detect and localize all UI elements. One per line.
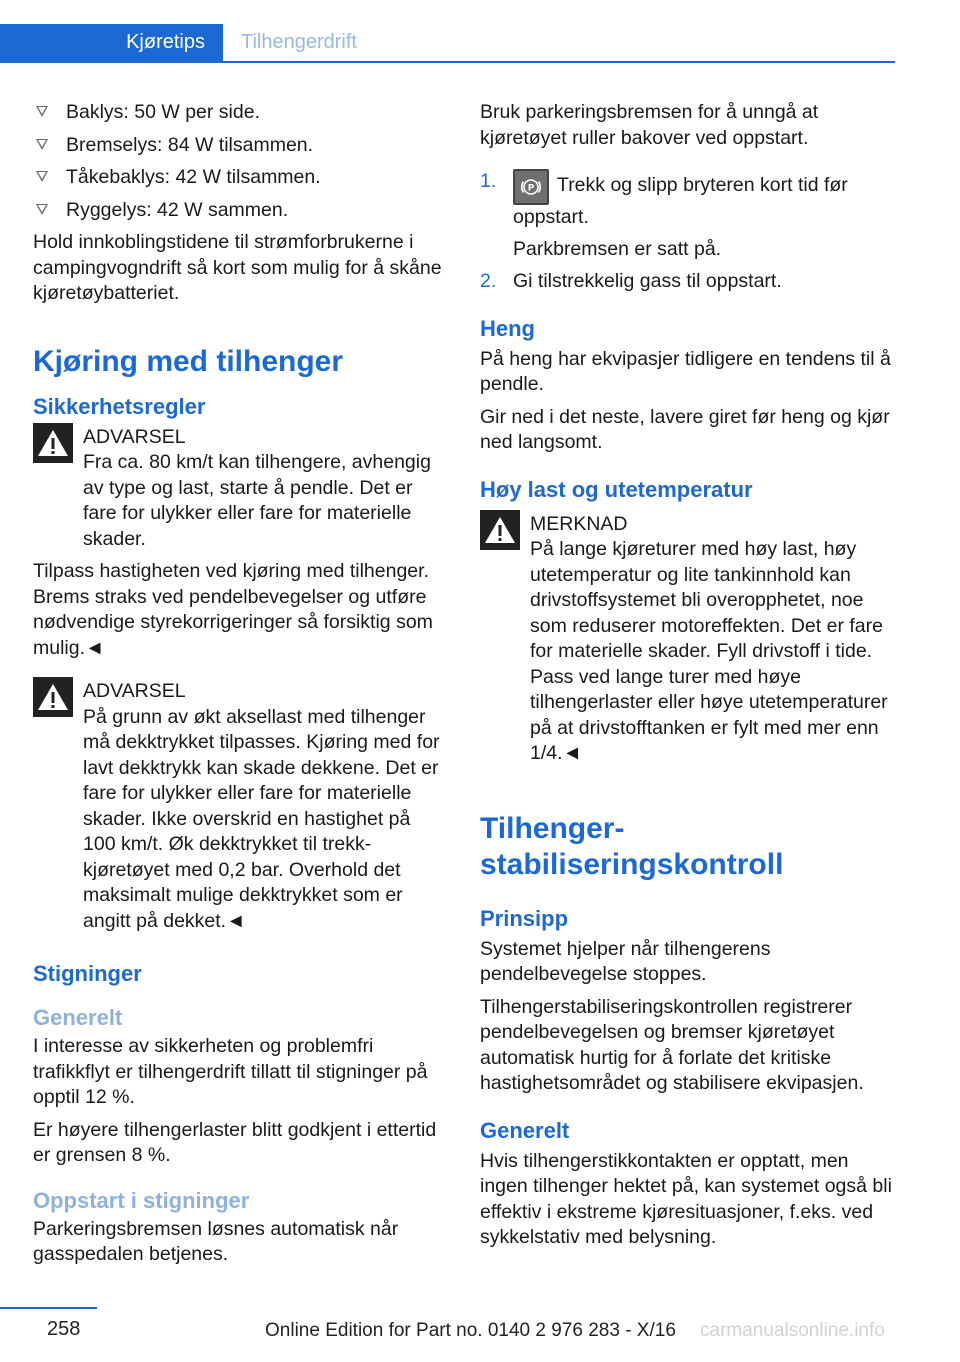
parking-brake-intro: Bruk parkeringsbremsen for å unngå at kjøretøyet ruller bakover ved oppstart. bbox=[480, 101, 819, 149]
triangle-bullet-icon bbox=[36, 204, 48, 215]
lamp-wattage-list bbox=[33, 100, 445, 223]
left-column bbox=[33, 100, 445, 1275]
step-number: 2. bbox=[480, 270, 497, 292]
step-number: 1. bbox=[480, 170, 497, 192]
section-title-stability-control: Tilhenger- stabiliseringskontroll bbox=[480, 811, 784, 881]
heading-slope: Heng bbox=[480, 315, 535, 341]
intro-paragraph: Hold innkoblingstidene til strømforbrukerne i campingvogndrift så kort som mulig for å skåne kjøretøybatteriet. bbox=[33, 231, 442, 304]
tab-driving-tips[interactable]: Kjøretips bbox=[0, 24, 223, 61]
step-result: Parkbremsen er satt på. bbox=[513, 237, 722, 260]
slope-paragraph-1: På heng har ekvipasjer tidligere en tendens til å pendle. bbox=[480, 347, 891, 395]
heading-safety-rules: Sikkerhetsregler bbox=[33, 393, 206, 419]
note-box bbox=[480, 512, 898, 767]
warning-title: ADVARSEL bbox=[83, 425, 186, 448]
list-item: Tåkebaklys: 42 W tilsammen. bbox=[33, 165, 445, 191]
principle-paragraph-1: Systemet hjelper når tilhengerens pendelbevegelse stoppes. bbox=[480, 937, 771, 985]
warning-box-2 bbox=[33, 679, 445, 934]
heading-high-load-temperature: Høy last og utetemperatur bbox=[480, 476, 753, 502]
section-title-trailer-driving: Kjøring med tilhenger bbox=[33, 344, 344, 378]
general-paragraph-2: Er høyere tilhengerlaster blitt godkjent i ettertid er grensen 8 %. bbox=[33, 1118, 437, 1166]
general-paragraph-right: Hvis tilhengerstikkontakten er opptatt, men ingen tilhenger hektet på, kan systemet også bli effektiv i ekstreme kjøresituasjoner, f.eks. ved sykkelstativ med belysning. bbox=[480, 1149, 892, 1248]
heading-principle: Prinsipp bbox=[480, 905, 569, 931]
list-item: Ryggelys: 42 W sammen. bbox=[33, 198, 445, 224]
general-paragraph-1: I interesse av sikkerheten og problemfri trafikkflyt er tilhengerdrift tillatt til stigninger på opptil 12 %. bbox=[33, 1035, 428, 1108]
header-tabbar bbox=[0, 24, 895, 63]
slope-paragraph-2: Gir ned i det neste, lavere giret før heng og kjør ned langsomt. bbox=[480, 405, 890, 453]
warning-box-1 bbox=[33, 425, 445, 662]
heading-general-right: Generelt bbox=[480, 1117, 570, 1143]
warning-triangle-icon bbox=[480, 510, 520, 550]
note-title: MERKNAD bbox=[530, 512, 628, 535]
warning-body: På grunn av økt aksellast med tilhenger må dekktrykket tilpasses. Kjøring med for lavt dekktrykk kan skade dekkene. Det er fare for ulykker eller fare for materielle skader. Ikke overskrid en hastighet på 100 km/t. Øk dekktrykket til trekk-kjøretøyet med 0,2 bar. Overhold det maksimalt mulige dekktrykket som er angitt på dekket.◄ bbox=[83, 705, 440, 932]
warning-title: ADVARSEL bbox=[83, 680, 186, 702]
list-item: 1. P Trekk og slipp bryteren kort tid før oppstart. Parkbremsen er satt på. bbox=[480, 169, 898, 262]
heading-hills: Stigninger bbox=[33, 961, 142, 986]
warning-triangle-icon bbox=[33, 423, 73, 463]
edition-note: Online Edition for Part no. 0140 2 976 283 - X/16 bbox=[265, 1320, 676, 1341]
triangle-bullet-icon bbox=[36, 171, 48, 182]
principle-paragraph-2: Tilhengerstabiliseringskontrollen registrerer pendelbevegelsen og bremser kjøretøyet automatisk hurtig for å forlate det kritiske hastighetsområdet og stabilisere ekvipasjen. bbox=[480, 995, 864, 1094]
parking-brake-switch-icon bbox=[513, 169, 549, 205]
footer-divider bbox=[0, 1307, 97, 1309]
warning-body-paragraph: Tilpass hastigheten ved kjøring med tilhenger. Brems straks ved pendelbevegelser og utføre nødvendige styrekorrigeringer så forsiktig som mulig.◄ bbox=[33, 560, 433, 659]
note-body: På lange kjøreturer med høy last, høy utetemperatur og lite tankinnhold kan drivstoffsystemet bli overopphetet, noe som reduserer motoreffekten. Det er fare for materielle skader. Fyll drivstoff i tide. Pass ved lange turer med høye tilhengerlaster eller høye utetemperaturer på at drivstofftanken er fylt med mer enn 1/4.◄ bbox=[530, 538, 888, 764]
tab-trailer-operation[interactable]: Tilhengerdrift bbox=[241, 31, 357, 53]
warning-body: Fra ca. 80 km/t kan tilhengere, avhengig av type og last, starte å pendle. Det er fare for ulykker eller fare for materielle skader. Tilpass hastigheten ved kjøring med tilhenger. Brems straks ved pendelbevegelser og utføre nødvendige styrekorrigeringer så forsiktig som mulig.◄ bbox=[33, 450, 445, 661]
list-item: Bremselys: 84 W tilsammen. bbox=[33, 133, 445, 159]
watermark: carmanualsonline.info bbox=[700, 1320, 885, 1341]
list-item: Baklys: 50 W per side. bbox=[33, 100, 445, 126]
page-number: 258 bbox=[47, 1318, 81, 1340]
triangle-bullet-icon bbox=[36, 106, 48, 117]
start-steps-list bbox=[480, 169, 898, 295]
heading-start-on-hills: Oppstart i stigninger bbox=[33, 1187, 250, 1213]
list-item: 2. Gi tilstrekkelig gass til oppstart. bbox=[480, 269, 898, 295]
right-column bbox=[480, 100, 898, 1258]
warning-triangle-icon bbox=[33, 677, 73, 717]
start-paragraph: Parkeringsbremsen løsnes automatisk når gasspedalen betjenes. bbox=[33, 1217, 399, 1265]
triangle-bullet-icon bbox=[36, 139, 48, 150]
heading-general: Generelt bbox=[33, 1005, 123, 1030]
svg-text:P: P bbox=[527, 183, 535, 194]
